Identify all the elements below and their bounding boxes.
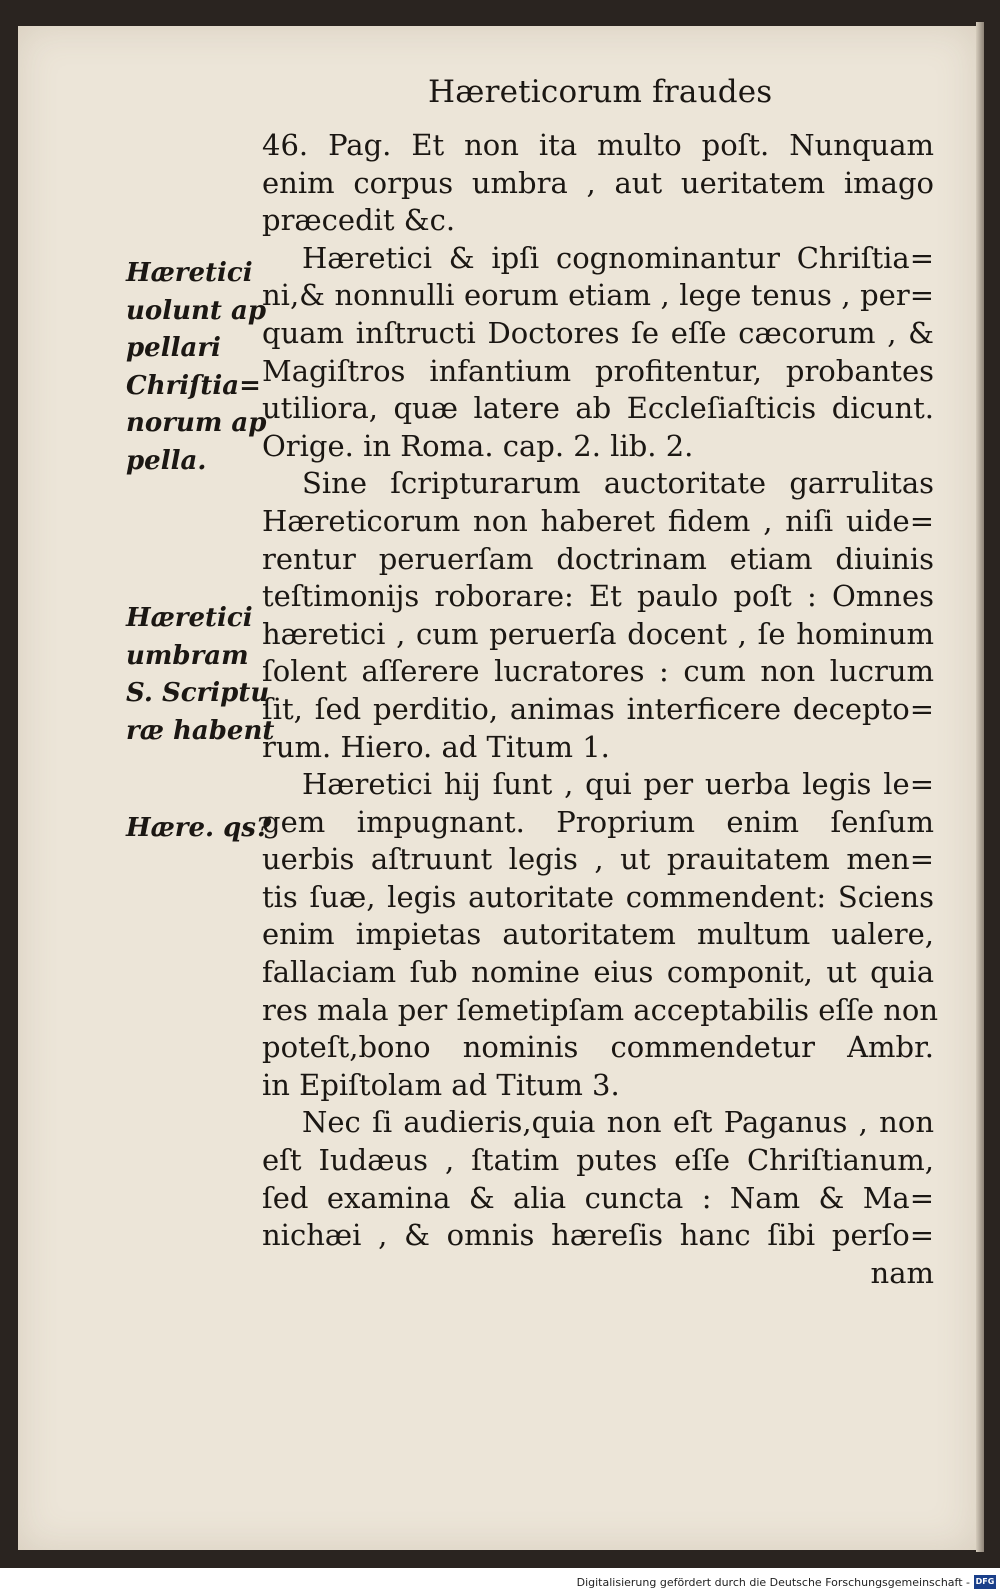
text-line: utiliora, quæ latere ab Eccleſiaſticis dicunt.	[262, 391, 934, 426]
margin-note-line: S. Scriptu	[126, 678, 270, 709]
margin-note-line: umbram	[126, 640, 249, 671]
text-line: Sine ſcripturarum auctoritate garrulitas	[302, 466, 934, 501]
funding-credit: Digitalisierung gefördert durch die Deutsche Forschungsgemeinschaft -	[576, 1576, 970, 1589]
text-line: poteſt,bono nominis commendetur Ambr.	[262, 1030, 934, 1065]
text-line: hæretici , cum peruerſa docent , ſe hominum	[262, 616, 934, 651]
text-line: gem impugnant. Proprium enim ſenſum	[262, 804, 934, 839]
margin-note-line: Hære. qs?	[126, 813, 272, 843]
margin-note-line: uolunt ap	[126, 295, 267, 326]
margin-note-line: pella.	[126, 445, 207, 476]
text-line: enim corpus umbra , aut ueritatem imago	[262, 165, 934, 200]
margin-note-line: norum ap	[126, 408, 267, 439]
text-line: Hæreticorum non haberet fidem , niſi uide=	[262, 503, 934, 538]
main-text-block	[262, 127, 939, 1292]
dfg-logo: DFG	[974, 1575, 996, 1589]
text-line: rum. Hiero. ad Titum 1.	[262, 729, 610, 764]
text-line: fallaciam ſub nomine eius componit, ut quia	[262, 955, 934, 990]
margin-note-line: Hæretici	[126, 603, 253, 633]
text-line: uerbis aſtruunt legis , ut prauitatem men=	[262, 842, 934, 877]
text-line: rentur peruerſam doctrinam etiam diuinis	[262, 541, 934, 576]
margin-note-haere-qs	[126, 810, 272, 848]
text-line: res mala per ſemetipſam acceptabilis eſſe non	[262, 992, 939, 1027]
text-line: ſed examina & alia cuncta : Nam & Ma=	[262, 1180, 934, 1215]
text-line: Orige. in Roma. cap. 2. lib. 2.	[262, 428, 694, 463]
text-line: ſolent aſſerere lucratores : cum non lucrum	[262, 654, 934, 689]
footer-bar	[0, 1572, 1000, 1596]
text-line: tis ſuæ, legis autoritate commendent: Sciens	[262, 879, 934, 914]
margin-note-line: ræ habent	[126, 715, 275, 746]
text-line: ni,& nonnulli eorum etiam , lege tenus , per=	[262, 278, 934, 313]
text-line: Hæretici & ipſi cognominantur Chriſtia=	[302, 240, 934, 275]
text-line: nichæi , & omnis hæreſis hanc ſibi perſo=	[262, 1218, 934, 1253]
text-line: Hæretici hij ſunt , qui per uerba legis le=	[302, 767, 934, 802]
text-line: Nec ſi audieris,quia non eſt Paganus , non	[302, 1105, 934, 1140]
text-line: eſt Iudæus , ſtatim putes eſſe Chriſtianum,	[262, 1143, 934, 1178]
running-title: Hæreticorum fraudes	[428, 74, 773, 110]
catchword: nam	[870, 1255, 934, 1290]
text-line: ſit, ſed perditio, animas interficere decepto=	[262, 691, 934, 726]
margin-note-line: Hæretici	[126, 258, 253, 288]
margin-note-heretici-christiani	[126, 255, 267, 481]
text-line: 46. Pag. Et non ita multo poſt. Nunquam	[262, 128, 934, 162]
text-line: præcedit &c.	[262, 203, 456, 238]
text-line: enim impietas autoritatem multum ualere,	[262, 917, 934, 952]
text-line: teſtimonijs roborare: Et paulo poſt : Omnes	[262, 579, 934, 614]
margin-note-line: pellari	[126, 333, 221, 364]
page-fore-edge	[976, 22, 984, 1552]
text-line: Magiſtros infantium profitentur, probantes	[262, 353, 934, 388]
text-line: in Epiſtolam ad Titum 3.	[262, 1067, 620, 1102]
margin-note-heretici-umbram	[126, 600, 275, 750]
margin-note-line: Chriſtia=	[126, 370, 261, 401]
text-line: quam inſtructi Doctores ſe eſſe cæcorum , &	[262, 315, 934, 350]
